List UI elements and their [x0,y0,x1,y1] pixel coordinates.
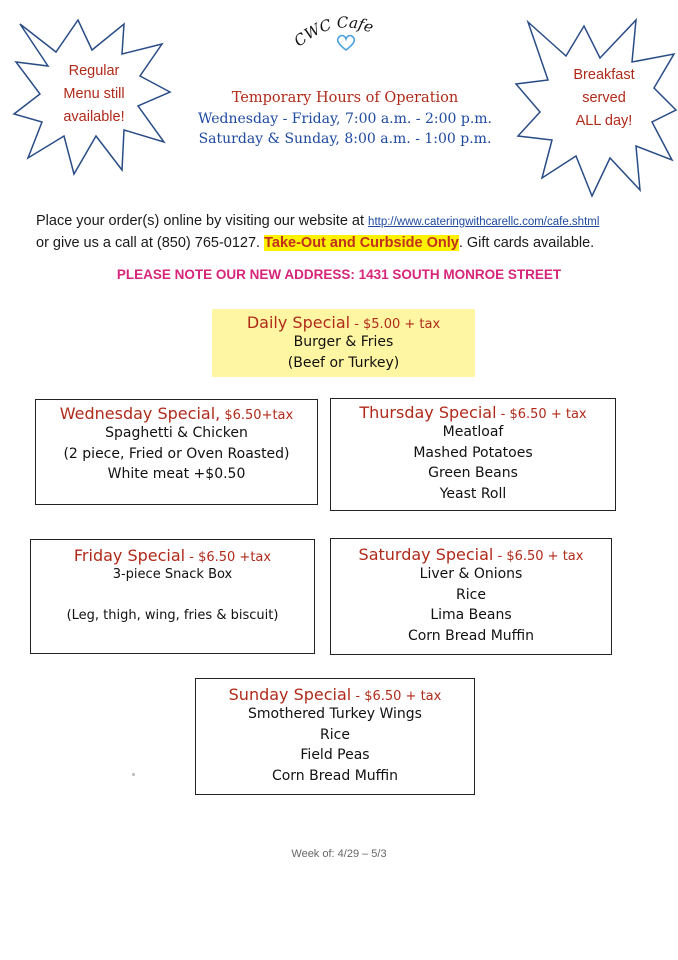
gift-cards-text: . Gift cards available. [458,235,595,251]
special-item: 3-piece Snack Box [112,567,233,582]
special-price: - $6.50 + tax [351,689,442,704]
cafe-logo [292,12,402,62]
special-name: Daily Special [246,313,351,332]
special-item: Spaghetti & Chicken [105,425,248,441]
order-line-1 [36,213,599,229]
burst-line: Regular [68,63,120,79]
saturday-special-box [330,538,612,655]
friday-special-box [30,539,315,654]
burst-line: available! [63,109,125,125]
special-name: Thursday Special [359,403,497,422]
special-price: - $5.00 + tax [350,317,441,332]
hours-weekday: Wednesday - Friday, 7:00 a.m. - 2:00 p.m. [197,111,493,127]
special-title [212,313,475,332]
special-price: - $6.50 + tax [493,549,584,564]
special-title [331,545,611,564]
left-burst-text [42,60,146,129]
order-phone-text: or give us a call at (850) 765-0127. [36,235,265,251]
special-name: Sunday Special [228,685,352,704]
special-title [331,403,615,422]
svg-text:CWC Cafe [292,13,376,50]
burst-line: ALL day! [575,113,633,129]
special-title [31,546,314,565]
right-burst-text [550,64,658,133]
daily-special-box [212,309,475,377]
order-text: Place your order(s) online by visiting our website at [36,213,369,229]
special-item: Lima Beans [430,607,512,623]
special-item [31,586,314,606]
special-item: Burger & Fries [293,334,394,350]
special-price: - $6.50 +tax [185,550,272,565]
hours-title: Temporary Hours of Operation [231,90,459,106]
special-item: White meat +$0.50 [107,466,246,482]
thursday-special-box [330,398,616,511]
special-name: Wednesday Special, [59,404,221,423]
website-link[interactable]: http://www.cateringwithcarellc.com/cafe.shtml [368,216,600,228]
burst-line: Menu still [63,86,125,102]
burst-line: served [582,90,626,106]
special-name: Saturday Special [358,545,494,564]
sunday-special-box [195,678,475,795]
burst-line: Breakfast [573,67,635,83]
week-of-label: Week of: 4/29 – 5/3 [291,848,387,860]
special-price: $6.50+tax [220,408,294,423]
special-item: Mashed Potatoes [413,444,533,461]
special-item: Corn Bread Muffin [407,627,535,644]
order-line-2 [36,235,594,251]
address-note: PLEASE NOTE OUR NEW ADDRESS: 1431 SOUTH MONROE STREET [116,267,562,282]
special-item: Rice [456,586,486,603]
special-item: Corn Bread Muffin [271,767,399,784]
special-item: (2 piece, Fried or Oven Roasted) [63,445,290,462]
special-item: Yeast Roll [439,485,507,502]
special-item: Green Beans [428,465,518,481]
special-item: Field Peas [300,747,370,763]
takeout-highlight: Take-Out and Curbside Only [264,235,459,251]
scan-speck [132,773,135,776]
special-item: (Leg, thigh, wing, fries & biscuit) [66,607,279,623]
hours-weekend: Saturday & Sunday, 8:00 a.m. - 1:00 p.m. [198,131,492,147]
logo-text: CWC Cafe [292,13,376,51]
special-item: Rice [320,726,350,743]
special-price: - $6.50 + tax [496,407,587,422]
heart-icon [336,34,356,52]
special-item: Smothered Turkey Wings [248,706,422,722]
wednesday-special-box [35,399,318,505]
special-item: (Beef or Turkey) [287,354,400,371]
special-item: Liver & Onions [419,566,523,582]
special-title [196,685,474,704]
special-name: Friday Special [73,546,186,565]
special-item: Meatloaf [442,424,504,440]
special-title [36,404,317,423]
